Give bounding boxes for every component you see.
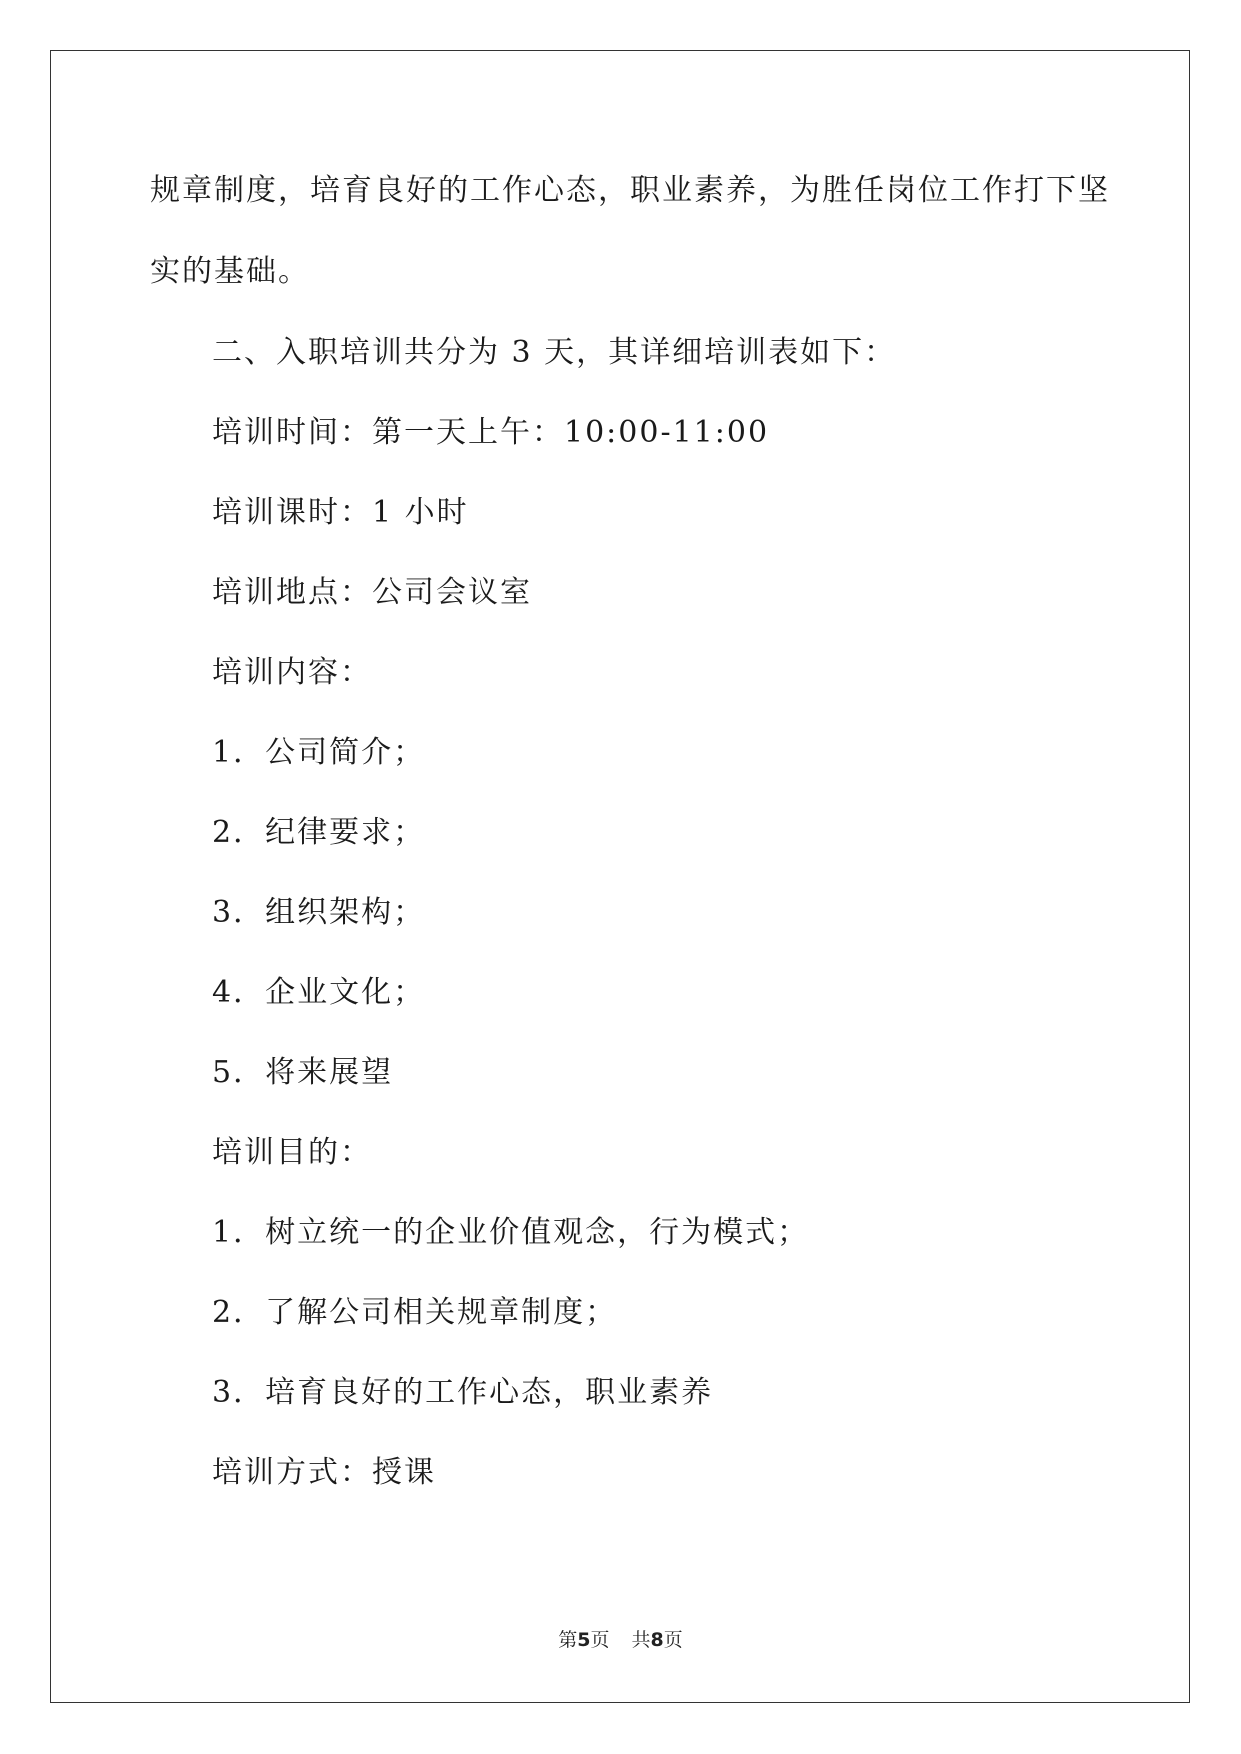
section-heading: 二、入职培训共分为 3 天，其详细培训表如下：	[212, 335, 897, 370]
training-method: 培训方式：授课	[212, 1455, 436, 1490]
training-hours: 培训课时：1 小时	[212, 495, 469, 530]
training-time: 培训时间：第一天上午：10:00-11:00	[212, 415, 770, 450]
total-prefix: 共	[631, 1629, 651, 1651]
training-purpose-label: 培训目的：	[212, 1135, 372, 1170]
list-item: 1．树立统一的企业价值观念，行为模式；	[212, 1215, 810, 1250]
paragraph-line: 规章制度，培育良好的工作心态，职业素养，为胜任岗位工作打下坚	[150, 173, 1110, 208]
list-item: 4．企业文化；	[212, 975, 426, 1010]
list-item: 1．公司简介；	[212, 735, 426, 770]
current-page-number: 5	[577, 1629, 591, 1651]
list-item: 3．组织架构；	[212, 895, 426, 930]
page-prefix: 第	[558, 1629, 578, 1651]
training-location: 培训地点：公司会议室	[212, 575, 532, 610]
training-content-label: 培训内容：	[212, 655, 372, 690]
paragraph-line: 实的基础。	[150, 254, 310, 289]
page-suffix: 页	[590, 1629, 610, 1651]
list-item: 5．将来展望	[212, 1055, 394, 1090]
list-item: 2．纪律要求；	[212, 815, 426, 850]
total-pages-number: 8	[650, 1629, 664, 1651]
list-item: 3．培育良好的工作心态，职业素养	[212, 1375, 714, 1410]
total-suffix: 页	[663, 1629, 683, 1651]
list-item: 2．了解公司相关规章制度；	[212, 1295, 618, 1330]
page-footer	[0, 1628, 1241, 1652]
